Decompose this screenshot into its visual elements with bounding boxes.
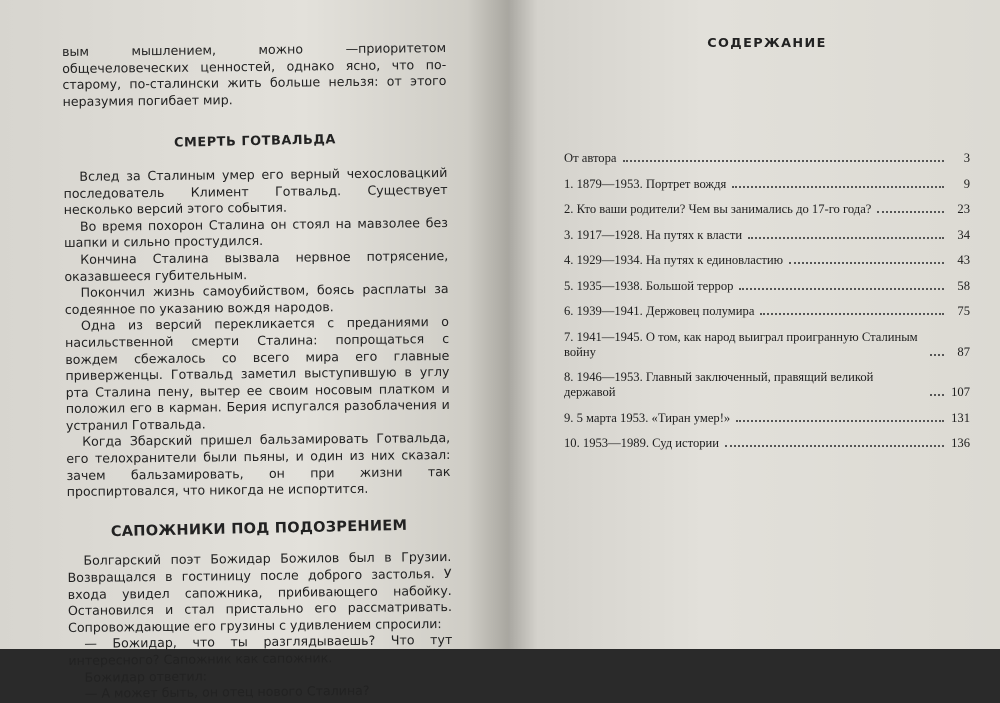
paragraph: Кончина Сталина вызвала нервное потрясение, оказавшееся губительным. — [64, 247, 449, 284]
toc-entry-label: 9. 5 марта 1953. «Тиран умер!» — [564, 410, 731, 425]
toc-entry-label: 6. 1939—1941. Держовец полумира — [564, 304, 755, 318]
table-of-contents — [564, 151, 970, 451]
toc-entry — [564, 436, 970, 451]
paragraph: — А может быть, он отец нового Сталина? — [84, 683, 370, 701]
paragraph: — Божидар, что ты разглядываешь? Что тут интересного? Сапожник как сапожник. — [68, 632, 453, 668]
dot-leader — [732, 186, 944, 188]
toc-entry-label: 8. 1946—1953. Главный заключенный, правящий великой державой — [564, 370, 874, 399]
toc-entry — [564, 411, 970, 426]
dot-leader — [760, 313, 944, 315]
toc-entry-page: 23 — [957, 202, 970, 216]
toc-entry-label: 7. 1941—1945. О том, как народ выиграл проигранную Сталиным войну — [564, 329, 918, 359]
dot-leader — [748, 237, 944, 239]
toc-entry — [564, 177, 970, 192]
dot-leader — [930, 394, 944, 396]
dot-leader — [739, 288, 944, 290]
toc-entry-label: 1. 1879—1953. Портрет вождя — [564, 176, 727, 191]
toc-entry-page: 9 — [963, 176, 970, 191]
toc-entry — [564, 202, 970, 217]
toc-entry-page: 136 — [951, 436, 970, 450]
toc-entry — [564, 304, 970, 319]
left-page-text — [62, 40, 453, 703]
section-heading-shoemakers: САПОЖНИКИ ПОД ПОДОЗРЕНИЕМ — [110, 517, 408, 540]
paragraph: Болгарский поэт Божидар Божилов был в Грузии. Возвращался в гостиницу после доброго застолья. У входа увидел сапожника, прибивающего набойку. Остановился и стал пристально его рассматривать. Сопровождающие его грузины с удивлением спросили: — [67, 549, 452, 635]
opening-paragraph: вым мышлением, можно —приоритетом общечеловеческих ценностей, однако ясно, что по-старому, по-сталински жить больше нельзя: от этого неразумия погибает мир. — [62, 39, 447, 109]
paragraph: Вслед за Сталиным умер его верный чехословацкий последователь Климент Готвальд. Существует несколько версий этого события. — [63, 164, 448, 218]
toc-entry — [564, 228, 970, 243]
toc-entry-label: 3. 1917—1928. На путях к власти — [564, 227, 743, 242]
toc-entry-page: 107 — [951, 385, 970, 399]
dot-leader — [725, 445, 944, 447]
dot-leader — [789, 262, 944, 264]
toc-entry-page: 34 — [957, 227, 970, 242]
toc-entry — [564, 370, 970, 400]
toc-entry-label: 10. 1953—1989. Суд истории — [564, 436, 720, 450]
toc-entry-page: 75 — [957, 304, 970, 318]
right-page — [508, 0, 1000, 649]
toc-entry-page: 58 — [957, 278, 970, 293]
toc-entry-page: 87 — [957, 344, 970, 359]
toc-entry-label: 4. 1929—1934. На путях к единовластию — [564, 253, 784, 267]
paragraph: Когда Збарский пришел бальзамировать Готвальда, его телохранители были пьяны, и один из них сказал: зачем бальзамировать, он при жизни так проспиртовался, что никогда не испортится. — [66, 430, 451, 500]
toc-entry-page: 43 — [957, 253, 970, 267]
section-heading-gottwald: СМЕРТЬ ГОТВАЛЬДА — [173, 132, 337, 152]
paragraph: Во время похорон Сталина он стоял на мавзолее без шапки и сильно простудился. — [64, 214, 448, 251]
dot-leader — [877, 211, 944, 213]
dot-leader — [736, 420, 944, 422]
toc-entry-label: 2. Кто ваши родители? Чем вы занимались до 17-го года? — [564, 202, 872, 216]
toc-entry-label: От автора — [564, 151, 617, 165]
toc-entry-page: 131 — [951, 410, 970, 425]
toc-entry-page: 3 — [963, 151, 970, 165]
toc-entry — [564, 151, 970, 166]
toc-entry — [564, 253, 970, 268]
paragraph: Божидар ответил: — [84, 668, 208, 685]
paragraph: Одна из версий перекликается с преданиями о насильственной смерти Сталина: попрощаться с вождем сбежалось со всего мира его главные приверженцы. Готвальд заметил выступившую в углу рта Сталина пену, вытер ее своим носовым платком и положил его в карман. Берия испугался разоблачения и устранил Готвальда. — [65, 314, 450, 433]
toc-entry — [564, 330, 970, 360]
toc-entry — [564, 279, 970, 294]
dot-leader — [623, 160, 945, 162]
toc-title: СОДЕРЖАНИЕ — [707, 36, 827, 51]
dot-leader — [930, 354, 944, 356]
toc-entry-label: 5. 1935—1938. Большой террор — [564, 278, 734, 293]
paragraph: Покончил жизнь самоубийством, боясь расплаты за содеянное по указанию вождя народов. — [64, 281, 449, 317]
